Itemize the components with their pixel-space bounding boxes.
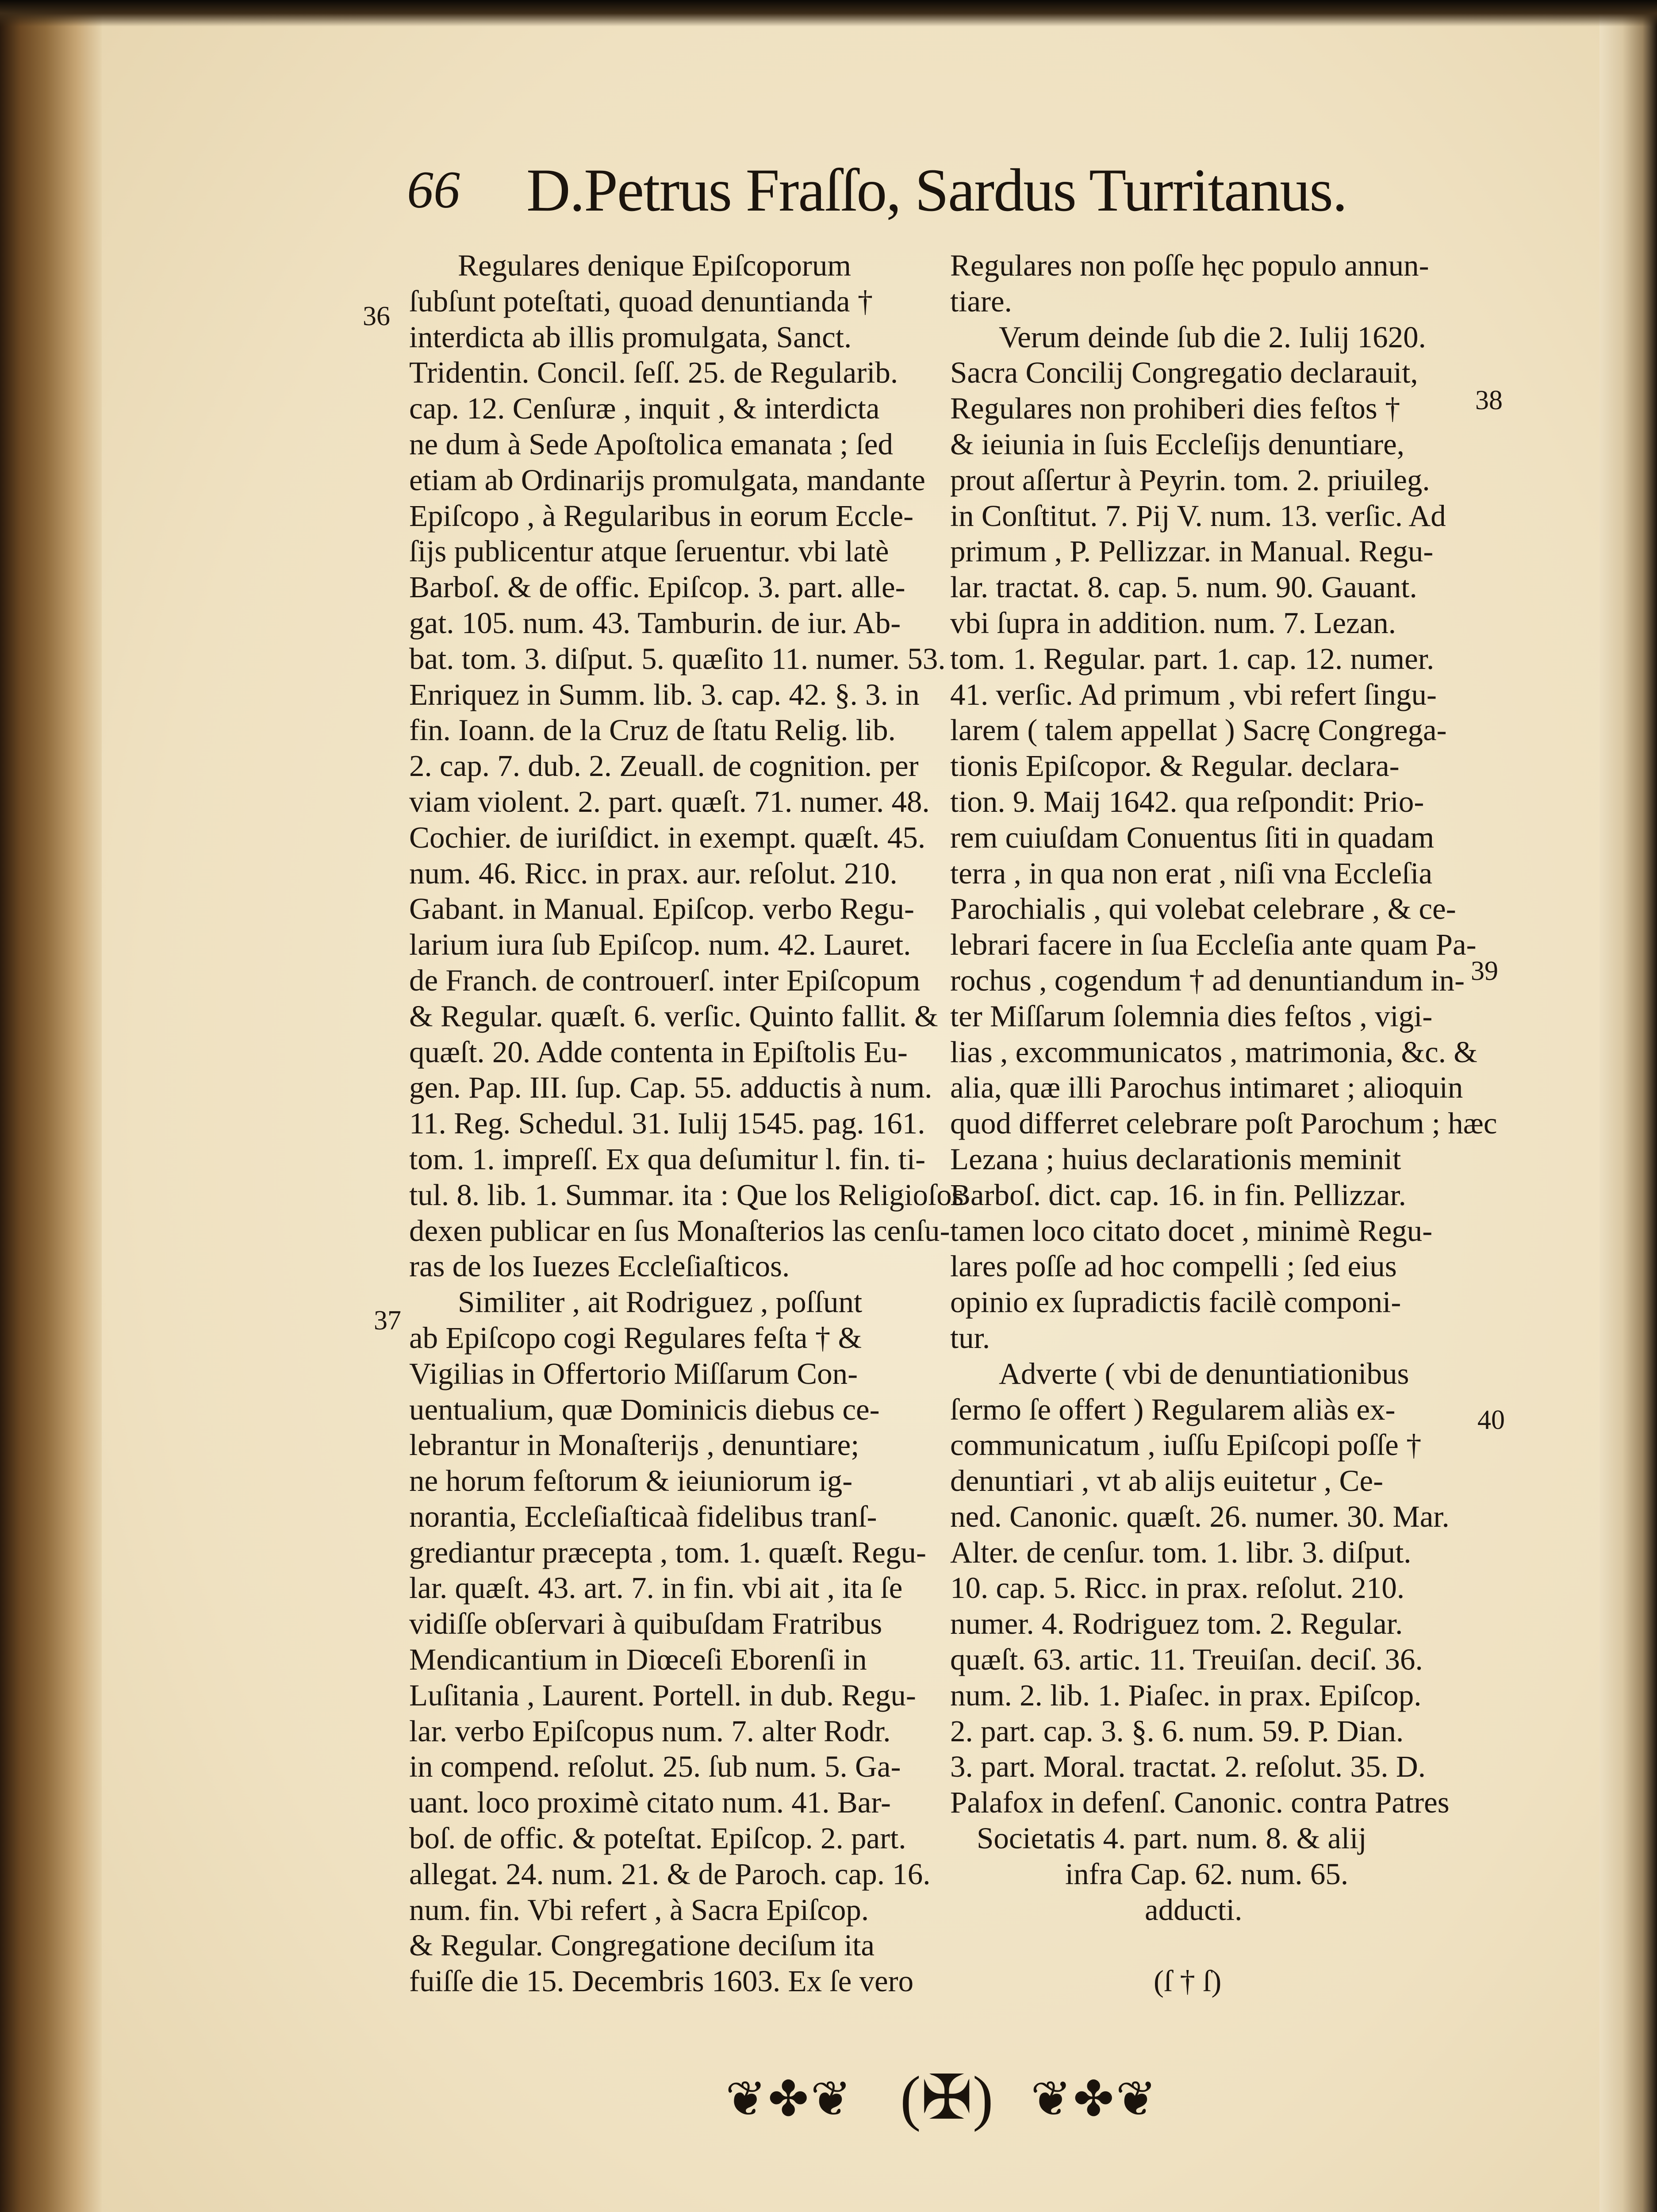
text-line: Regulares non poſſe hęc populo annun-: [950, 249, 1429, 282]
text-line: tamen loco citato docet , minimè Regu-: [950, 1214, 1433, 1248]
text-line: 10. cap. 5. Ricc. in prax. reſolut. 210.: [950, 1571, 1405, 1605]
text-line: ne dum à Sede Apoſtolica emanata ; ſed: [409, 427, 894, 461]
text-line: & ieiunia in ſuis Eccleſijs denuntiare,: [950, 427, 1405, 461]
text-line: 11. Reg. Schedul. 31. Iulij 1545. pag. 161.: [409, 1106, 925, 1141]
text-line: gat. 105. num. 43. Tamburin. de iur. Ab-: [409, 606, 901, 640]
text-line: tom. 1. impreſſ. Ex qua deſumitur l. fin. ti-: [409, 1142, 926, 1176]
text-line: Parochialis , qui volebat celebrare , & ce-: [950, 892, 1456, 926]
text-line: uant. loco proximè citato num. 41. Bar-: [409, 1786, 891, 1820]
text-line: bat. tom. 3. diſput. 5. quæſito 11. numer. 53.: [409, 641, 946, 676]
text-line: tul. 8. lib. 1. Summar. ita : Que los Religioſos: [409, 1178, 964, 1212]
text-line: adducti.: [1145, 1893, 1243, 1927]
text-line: primum , P. Pellizzar. in Manual. Regu-: [950, 534, 1434, 568]
page-number: 66: [407, 160, 460, 219]
text-line: rochus , cogendum † ad denuntiandum in-: [950, 963, 1465, 997]
text-line: Gabant. in Manual. Epiſcop. verbo Regu-: [409, 892, 915, 926]
text-line: terra , in qua non erat , niſi vna Eccleſia: [950, 856, 1433, 890]
text-line: cap. 12. Cenſuræ , inquit , & interdicta: [409, 392, 880, 426]
text-line: ned. Canonic. quæſt. 26. numer. 30. Mar.: [950, 1499, 1450, 1533]
margin-number-38: 38: [1475, 385, 1503, 415]
text-line: lias , excommunicatos , matrimonia, &c. &: [950, 1035, 1477, 1069]
text-line: lebrari facere in ſua Eccleſia ante quam Pa-: [950, 928, 1477, 962]
text-line: tom. 1. Regular. part. 1. cap. 12. numer.: [950, 641, 1435, 676]
text-line: Regulares denique Epiſcoporum: [458, 249, 852, 282]
scan-border-top: [0, 0, 1657, 27]
text-line: ne horum feſtorum & ieiuniorum ig-: [409, 1464, 853, 1498]
text-line: opinio ex ſupradictis facilè componi-: [950, 1285, 1401, 1319]
text-line: tion. 9. Maij 1642. qua reſpondit: Prio-: [950, 784, 1424, 818]
text-line: 2. part. cap. 3. §. 6. num. 59. P. Dian.: [950, 1714, 1404, 1748]
text-line: Alter. de cenſur. tom. 1. libr. 3. diſput.: [950, 1535, 1412, 1569]
text-line: fin. Ioann. de la Cruz de ſtatu Relig. lib.: [409, 713, 896, 747]
text-line: ſubſunt poteſtati, quoad denuntianda †: [409, 284, 873, 318]
text-line: Barboſ. & de offic. Epiſcop. 3. part. alle-: [409, 570, 905, 604]
text-line: lar. verbo Epiſcopus num. 7. alter Rodr.: [409, 1714, 891, 1748]
text-line: Tridentin. Concil. ſeſſ. 25. de Regularib.: [409, 356, 898, 390]
text-line: dexen publicar en ſus Monaſterios las cenſu-: [409, 1214, 950, 1248]
text-line: prout aſſertur à Peyrin. tom. 2. priuileg.: [950, 463, 1430, 497]
text-line: Cochier. de iuriſdict. in exempt. quæſt. 45.: [409, 820, 926, 854]
margin-number-39: 39: [1471, 956, 1498, 986]
fleuron-icon: ❦✤❦: [1031, 2070, 1158, 2127]
text-line: lebrantur in Monaſterijs , denuntiare;: [409, 1428, 859, 1462]
text-line: ſermo ſe offert ) Regularem aliàs ex-: [950, 1392, 1396, 1426]
text-line: quod differret celebrare poſt Parochum ; hæc: [950, 1106, 1497, 1141]
margin-number-40: 40: [1477, 1405, 1505, 1435]
text-line: Enriquez in Summ. lib. 3. cap. 42. §. 3. in: [409, 677, 920, 711]
text-line: quæſt. 63. artic. 11. Treuiſan. deciſ. 36.: [950, 1643, 1423, 1677]
text-line: viam violent. 2. part. quæſt. 71. numer. 48.: [409, 784, 930, 818]
text-line: tionis Epiſcopor. & Regular. declara-: [950, 749, 1400, 783]
page-edges-left: [0, 0, 102, 2212]
text-line: in Conſtitut. 7. Pij V. num. 13. verſic. Ad: [950, 499, 1446, 533]
text-line: & Regular. quæſt. 6. verſic. Quinto fallit. &: [409, 999, 938, 1033]
text-line: Mendicantium in Diœceſi Eborenſi in: [409, 1643, 867, 1677]
margin-number-36: 36: [363, 301, 390, 331]
text-line: ab Epiſcopo cogi Regulares feſta † &: [409, 1321, 862, 1355]
ornament-center: (✠): [900, 2064, 993, 2132]
text-line: lares poſſe ad hoc compelli ; ſed eius: [950, 1249, 1397, 1283]
text-line: lar. tractat. 8. cap. 5. num. 90. Gauant.: [950, 570, 1417, 604]
text-line: de Franch. de controuerſ. inter Epiſcopum: [409, 963, 921, 997]
text-line: ſijs publicentur atque ſeruentur. vbi latè: [409, 534, 889, 568]
text-line: Similiter , ait Rodriguez , poſſunt: [458, 1285, 863, 1319]
text-line: quæſt. 20. Adde contenta in Epiſtolis Eu-: [409, 1035, 908, 1069]
text-line: vbi ſupra in addition. num. 7. Lezan.: [950, 606, 1396, 640]
text-line: gen. Pap. III. ſup. Cap. 55. adductis à num.: [409, 1071, 932, 1105]
text-line: norantia, Eccleſiaſticaà fidelibus tranſ-: [409, 1499, 877, 1533]
text-line: communicatum , iuſſu Epiſcopi poſſe †: [950, 1428, 1422, 1462]
text-line: fuiſſe die 15. Decembris 1603. Ex ſe vero: [409, 1964, 914, 1998]
text-line: alia, quæ illi Parochus intimaret ; alioquin: [950, 1071, 1463, 1105]
text-line: larium iura ſub Epiſcop. num. 42. Lauret.: [409, 928, 911, 962]
text-line: vidiſſe obſervari à quibuſdam Fratribus: [409, 1607, 882, 1641]
text-line: denuntiari , vt ab alijs euitetur , Ce-: [950, 1464, 1384, 1498]
text-line: Barboſ. dict. cap. 16. in fin. Pellizzar.: [950, 1178, 1406, 1212]
text-line: 2. cap. 7. dub. 2. Zeuall. de cognition. per: [409, 749, 919, 783]
text-line: infra Cap. 62. num. 65.: [1065, 1857, 1349, 1891]
text-line: Luſitania , Laurent. Portell. in dub. Regu-: [409, 1678, 916, 1712]
text-line: ter Miſſarum ſolemnia dies feſtos , vigi-: [950, 999, 1433, 1033]
gutter-right: [1599, 0, 1657, 2212]
text-line: grediantur præcepta , tom. 1. quæſt. Regu-: [409, 1535, 926, 1569]
text-line: Palafox in defenſ. Canonic. contra Patres: [950, 1786, 1450, 1820]
text-line: boſ. de offic. & poteſtat. Epiſcop. 2. part.: [409, 1821, 906, 1855]
text-line: Vigilias in Offertorio Miſſarum Con-: [409, 1356, 858, 1390]
text-line: & Regular. Congregatione deciſum ita: [409, 1928, 875, 1962]
running-head-title: D.Petrus Fraſſo, Sardus Turritanus.: [526, 156, 1347, 224]
left-column-text: [409, 248, 964, 1999]
text-line: numer. 4. Rodriguez tom. 2. Regular.: [950, 1607, 1403, 1641]
text-line: num. 46. Ricc. in prax. aur. reſolut. 210.: [409, 856, 898, 890]
text-line: num. 2. lib. 1. Piaſec. in prax. Epiſcop.: [950, 1678, 1422, 1712]
text-line: etiam ab Ordinarijs promulgata, mandante: [409, 463, 925, 497]
text-line: Adverte ( vbi de denuntiationibus: [999, 1356, 1409, 1390]
text-line: 3. part. Moral. tractat. 2. reſolut. 35. D.: [950, 1750, 1426, 1784]
text-line: Societatis 4. part. num. 8. & alij: [977, 1821, 1367, 1855]
text-line: Regulares non prohiberi dies feſtos †: [950, 392, 1400, 426]
text-line: Lezana ; huius declarationis meminit: [950, 1142, 1401, 1176]
text-line: in compend. reſolut. 25. ſub num. 5. Ga-: [409, 1750, 901, 1784]
text-line: interdicta ab illis promulgata, Sanct.: [409, 320, 852, 354]
text-line: ras de los Iuezes Eccleſiaſticos.: [409, 1249, 790, 1283]
text-line: tur.: [950, 1321, 990, 1355]
text-line: (ſ † ſ): [1154, 1964, 1222, 1998]
margin-number-37: 37: [374, 1306, 401, 1336]
text-line: 41. verſic. Ad primum , vbi refert ſingu-: [950, 677, 1437, 711]
text-line: rem cuiuſdam Conuentus ſiti in quadam: [950, 820, 1435, 854]
text-line: [950, 1928, 1472, 1963]
running-head: [407, 156, 1347, 239]
text-line: uentualium, quæ Dominicis diebus ce-: [409, 1392, 880, 1426]
text-line: allegat. 24. num. 21. & de Paroch. cap. 16.: [409, 1857, 931, 1891]
ornament-band: [725, 2057, 1300, 2146]
text-line: Epiſcopo , à Regularibus in eorum Eccle-: [409, 499, 914, 533]
text-line: Sacra Concilij Congregatio declarauit,: [950, 356, 1418, 390]
text-line: lar. quæſt. 43. art. 7. in fin. vbi ait , ita ſe: [409, 1571, 903, 1605]
text-line: larem ( talem appellat ) Sacrę Congrega-: [950, 713, 1447, 747]
text-line: Verum deinde ſub die 2. Iulij 1620.: [999, 320, 1426, 354]
text-line: num. fin. Vbi refert , à Sacra Epiſcop.: [409, 1893, 869, 1927]
fleuron-icon: ❦✤❦: [725, 2070, 853, 2127]
text-line: tiare.: [950, 284, 1012, 318]
